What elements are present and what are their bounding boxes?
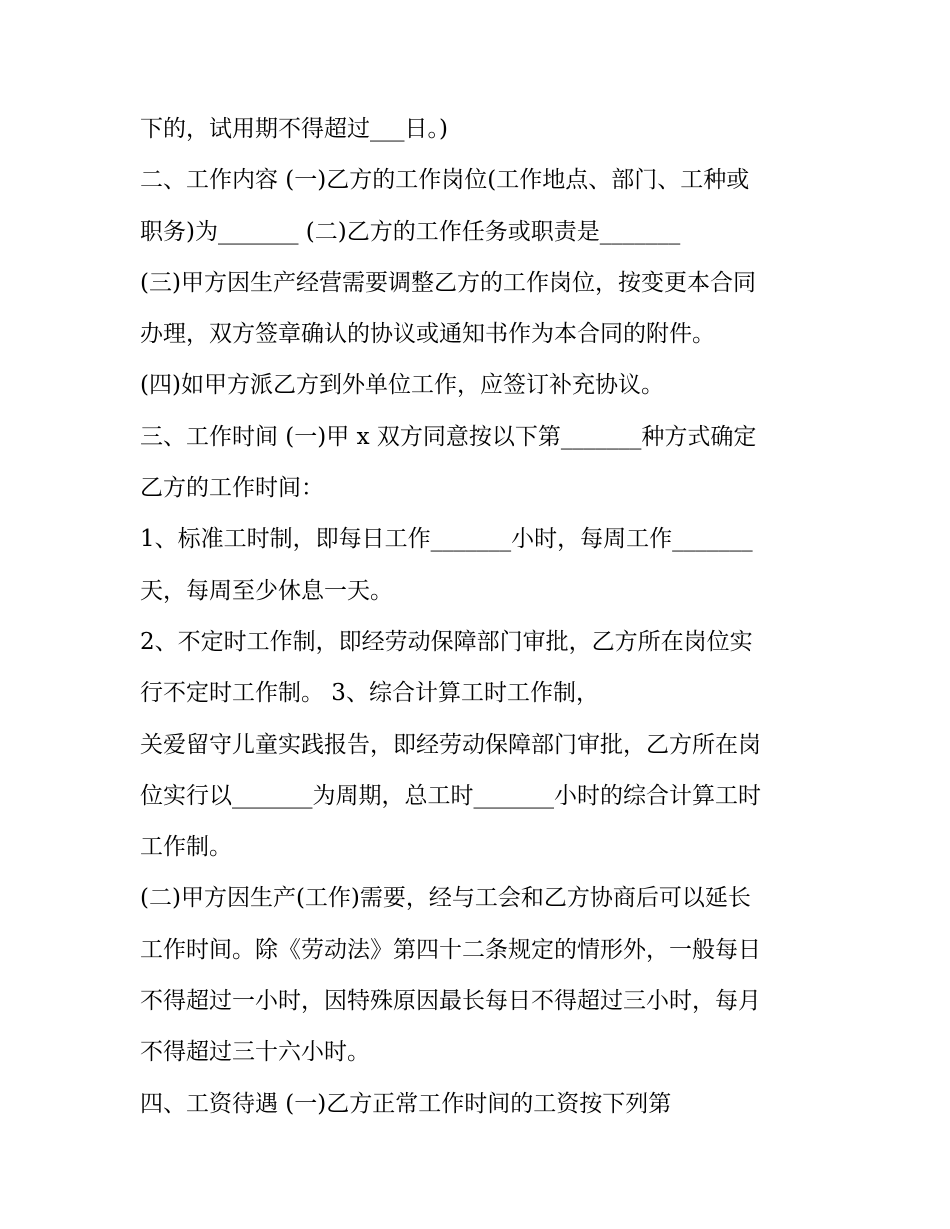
text-line: 乙方的工作时间：: [140, 475, 324, 502]
text-line: 工作时间。除《劳动法》第四十二条规定的情形外，一般每日: [140, 936, 761, 963]
text-line: 四、工资待遇 (一)乙方正常工作时间的工资按下列第: [140, 1090, 672, 1117]
text-line: 位实行以_______为周期，总工时_______小时的综合计算工时: [140, 782, 761, 809]
text-line: 1、标准工时制，即每日工作_______小时，每周工作_______: [140, 526, 753, 553]
text-line: 天，每周至少休息一天。: [140, 577, 393, 604]
text-line: (二)甲方因生产(工作)需要，经与工会和乙方协商后可以延长: [140, 885, 751, 912]
text-line: 下的，试用期不得超过___日。): [140, 116, 448, 142]
text-line: 2、不定时工作制，即经劳动保障部门审批，乙方所在岗位实: [140, 628, 753, 655]
text-line: 不得超过三十六小时。: [140, 1039, 370, 1066]
text-line: (四)如甲方派乙方到外单位工作，应签订补充协议。: [140, 372, 664, 399]
contract-body-text: [140, 104, 830, 1130]
text-line: 职务)为_______ (二)乙方的工作任务或职责是_______: [140, 218, 681, 245]
text-line: 行不定时工作制。 3、综合计算工时工作制，: [140, 680, 599, 707]
text-line: 关爱留守儿童实践报告，即经劳动保障部门审批，乙方所在岗: [140, 731, 761, 758]
text-line: (三)甲方因生产经营需要调整乙方的工作岗位，按变更本合同: [140, 269, 756, 296]
text-line: 三、工作时间 (一)甲 x 双方同意按以下第_______种方式确定: [140, 423, 757, 450]
text-line: 二、工作内容 (一)乙方的工作岗位(工作地点、部门、工种或: [140, 167, 750, 194]
text-line: 不得超过一小时，因特殊原因最长每日不得超过三小时，每月: [140, 988, 761, 1015]
text-line: 办理，双方签章确认的协议或通知书作为本合同的附件。: [140, 321, 715, 348]
text-line: 工作制。: [140, 834, 232, 861]
